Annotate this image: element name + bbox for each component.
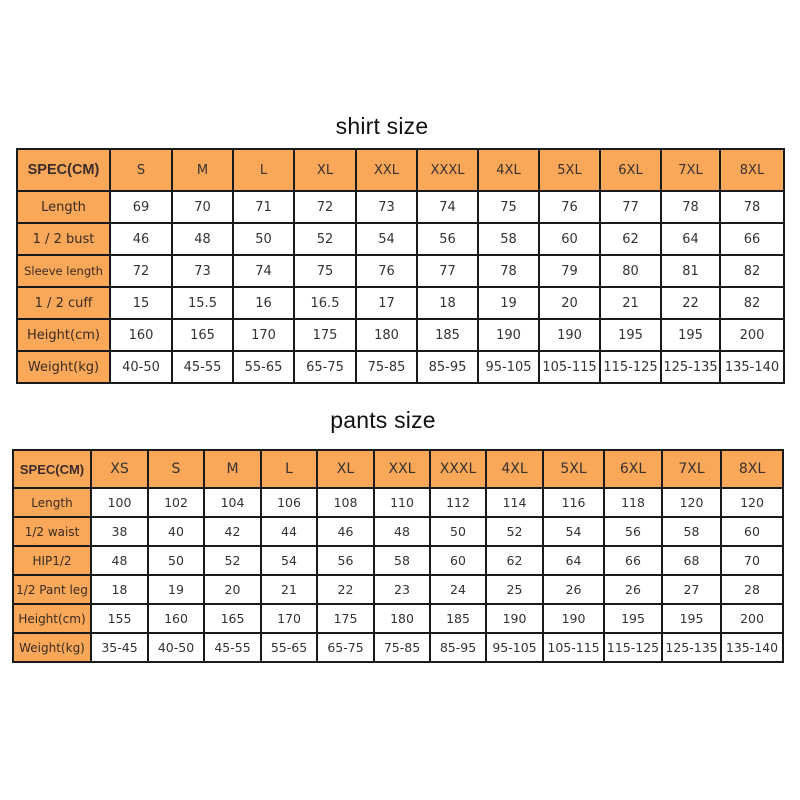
table-cell: 100 (91, 488, 148, 517)
spec-header-cell: SPEC(CM) (17, 149, 110, 191)
table-cell: 56 (317, 546, 374, 575)
table-cell: 185 (430, 604, 486, 633)
table-cell: 195 (661, 319, 720, 351)
table-cell: 118 (604, 488, 662, 517)
table-cell: 190 (543, 604, 604, 633)
table-row (13, 546, 783, 575)
table-cell: 45-55 (204, 633, 261, 662)
table-cell: 70 (721, 546, 783, 575)
table-cell: 19 (478, 287, 539, 319)
spec-header-cell: SPEC(CM) (13, 450, 91, 488)
table-cell: 28 (721, 575, 783, 604)
table-cell: 102 (148, 488, 204, 517)
table-cell: 195 (662, 604, 721, 633)
table-cell: 64 (543, 546, 604, 575)
table-cell: 114 (486, 488, 543, 517)
table-cell: 54 (261, 546, 317, 575)
table-cell: 78 (478, 255, 539, 287)
table-cell: 116 (543, 488, 604, 517)
size-header-cell: M (172, 149, 233, 191)
shirt-size-table (16, 148, 785, 384)
table-cell: 22 (661, 287, 720, 319)
table-cell: 78 (661, 191, 720, 223)
table-row (17, 287, 784, 319)
size-header-cell: 6XL (600, 149, 661, 191)
table-cell: 55-65 (233, 351, 294, 383)
table-cell: 62 (486, 546, 543, 575)
table-cell: 18 (91, 575, 148, 604)
size-header-cell: XXXL (430, 450, 486, 488)
table-cell: 76 (539, 191, 600, 223)
table-cell: 170 (233, 319, 294, 351)
table-cell: 120 (662, 488, 721, 517)
table-cell: 190 (486, 604, 543, 633)
table-cell: 24 (430, 575, 486, 604)
row-label: HIP1/2 (13, 546, 91, 575)
table-cell: 95-105 (478, 351, 539, 383)
table-cell: 85-95 (430, 633, 486, 662)
table-cell: 17 (356, 287, 417, 319)
table-cell: 75 (478, 191, 539, 223)
pants-size-title: pants size (330, 407, 436, 433)
table-cell: 74 (233, 255, 294, 287)
table-cell: 185 (417, 319, 478, 351)
pants-size-table (12, 449, 784, 663)
table-cell: 77 (600, 191, 661, 223)
table-cell: 38 (91, 517, 148, 546)
table-cell: 60 (539, 223, 600, 255)
table-cell: 58 (478, 223, 539, 255)
table-cell: 50 (148, 546, 204, 575)
table-cell: 26 (604, 575, 662, 604)
table-cell: 110 (374, 488, 430, 517)
table-cell: 160 (110, 319, 172, 351)
table-cell: 15 (110, 287, 172, 319)
table-cell: 56 (604, 517, 662, 546)
table-cell: 19 (148, 575, 204, 604)
table-cell: 54 (543, 517, 604, 546)
table-cell: 44 (261, 517, 317, 546)
table-cell: 75-85 (356, 351, 417, 383)
table-row (13, 633, 783, 662)
size-header-cell: XXL (356, 149, 417, 191)
table-cell: 190 (539, 319, 600, 351)
table-cell: 76 (356, 255, 417, 287)
table-cell: 175 (294, 319, 356, 351)
table-cell: 40-50 (148, 633, 204, 662)
table-cell: 15.5 (172, 287, 233, 319)
size-header-cell: L (233, 149, 294, 191)
table-cell: 115-125 (600, 351, 661, 383)
table-cell: 20 (539, 287, 600, 319)
table-cell: 72 (294, 191, 356, 223)
table-cell: 81 (661, 255, 720, 287)
table-cell: 79 (539, 255, 600, 287)
pants-header-row (13, 450, 783, 488)
table-cell: 85-95 (417, 351, 478, 383)
table-cell: 20 (204, 575, 261, 604)
size-header-cell: 7XL (661, 149, 720, 191)
table-cell: 65-75 (294, 351, 356, 383)
table-cell: 55-65 (261, 633, 317, 662)
table-cell: 48 (172, 223, 233, 255)
size-header-cell: 5XL (539, 149, 600, 191)
table-cell: 66 (720, 223, 784, 255)
table-cell: 125-135 (661, 351, 720, 383)
table-cell: 52 (204, 546, 261, 575)
table-cell: 73 (356, 191, 417, 223)
table-cell: 112 (430, 488, 486, 517)
size-header-cell: 4XL (486, 450, 543, 488)
table-cell: 105-115 (543, 633, 604, 662)
table-cell: 52 (294, 223, 356, 255)
table-cell: 190 (478, 319, 539, 351)
table-cell: 60 (430, 546, 486, 575)
row-label: Length (13, 488, 91, 517)
table-row (13, 517, 783, 546)
table-row (13, 488, 783, 517)
table-cell: 16.5 (294, 287, 356, 319)
table-row (17, 191, 784, 223)
row-label: 1 / 2 bust (17, 223, 110, 255)
table-cell: 68 (662, 546, 721, 575)
table-row (17, 255, 784, 287)
table-cell: 21 (600, 287, 661, 319)
table-cell: 77 (417, 255, 478, 287)
shirt-header-row (17, 149, 784, 191)
row-label: Sleeve length (17, 255, 110, 287)
table-cell: 45-55 (172, 351, 233, 383)
table-cell: 50 (430, 517, 486, 546)
table-cell: 70 (172, 191, 233, 223)
table-cell: 75-85 (374, 633, 430, 662)
table-cell: 40 (148, 517, 204, 546)
size-header-cell: XXL (374, 450, 430, 488)
table-cell: 160 (148, 604, 204, 633)
table-cell: 165 (204, 604, 261, 633)
table-cell: 58 (662, 517, 721, 546)
table-cell: 72 (110, 255, 172, 287)
table-cell: 78 (720, 191, 784, 223)
table-cell: 155 (91, 604, 148, 633)
table-row (13, 575, 783, 604)
size-header-cell: 6XL (604, 450, 662, 488)
table-cell: 75 (294, 255, 356, 287)
table-cell: 175 (317, 604, 374, 633)
table-cell: 170 (261, 604, 317, 633)
table-cell: 120 (721, 488, 783, 517)
row-label: Weight(kg) (13, 633, 91, 662)
table-cell: 25 (486, 575, 543, 604)
table-cell: 66 (604, 546, 662, 575)
row-label: Height(cm) (17, 319, 110, 351)
row-label: 1 / 2 cuff (17, 287, 110, 319)
table-cell: 26 (543, 575, 604, 604)
table-cell: 40-50 (110, 351, 172, 383)
table-cell: 60 (721, 517, 783, 546)
table-cell: 22 (317, 575, 374, 604)
table-cell: 69 (110, 191, 172, 223)
table-cell: 80 (600, 255, 661, 287)
table-cell: 62 (600, 223, 661, 255)
table-row (17, 351, 784, 383)
table-cell: 65-75 (317, 633, 374, 662)
table-cell: 135-140 (721, 633, 783, 662)
table-cell: 180 (356, 319, 417, 351)
size-header-cell: 8XL (721, 450, 783, 488)
table-cell: 56 (417, 223, 478, 255)
table-cell: 200 (720, 319, 784, 351)
size-header-cell: M (204, 450, 261, 488)
size-header-cell: XS (91, 450, 148, 488)
size-header-cell: 4XL (478, 149, 539, 191)
size-header-cell: XL (317, 450, 374, 488)
table-cell: 74 (417, 191, 478, 223)
table-cell: 48 (91, 546, 148, 575)
table-cell: 35-45 (91, 633, 148, 662)
table-cell: 16 (233, 287, 294, 319)
table-cell: 82 (720, 287, 784, 319)
table-cell: 104 (204, 488, 261, 517)
table-cell: 195 (604, 604, 662, 633)
table-cell: 50 (233, 223, 294, 255)
table-cell: 58 (374, 546, 430, 575)
table-cell: 180 (374, 604, 430, 633)
table-cell: 200 (721, 604, 783, 633)
table-cell: 95-105 (486, 633, 543, 662)
row-label: Weight(kg) (17, 351, 110, 383)
table-cell: 73 (172, 255, 233, 287)
row-label: Length (17, 191, 110, 223)
table-cell: 125-135 (662, 633, 721, 662)
table-cell: 52 (486, 517, 543, 546)
size-header-cell: XXXL (417, 149, 478, 191)
table-cell: 46 (110, 223, 172, 255)
shirt-size-title: shirt size (335, 113, 429, 139)
table-cell: 115-125 (604, 633, 662, 662)
size-header-cell: 5XL (543, 450, 604, 488)
table-cell: 18 (417, 287, 478, 319)
size-header-cell: 7XL (662, 450, 721, 488)
row-label: Height(cm) (13, 604, 91, 633)
table-cell: 42 (204, 517, 261, 546)
table-cell: 105-115 (539, 351, 600, 383)
table-row (17, 223, 784, 255)
table-cell: 64 (661, 223, 720, 255)
size-header-cell: L (261, 450, 317, 488)
size-header-cell: S (110, 149, 172, 191)
table-cell: 27 (662, 575, 721, 604)
table-cell: 106 (261, 488, 317, 517)
table-row (13, 604, 783, 633)
row-label: 1/2 Pant leg (13, 575, 91, 604)
table-cell: 165 (172, 319, 233, 351)
table-cell: 135-140 (720, 351, 784, 383)
size-header-cell: 8XL (720, 149, 784, 191)
table-cell: 48 (374, 517, 430, 546)
table-cell: 82 (720, 255, 784, 287)
table-cell: 54 (356, 223, 417, 255)
size-header-cell: S (148, 450, 204, 488)
table-cell: 23 (374, 575, 430, 604)
row-label: 1/2 waist (13, 517, 91, 546)
table-cell: 21 (261, 575, 317, 604)
table-cell: 71 (233, 191, 294, 223)
table-row (17, 319, 784, 351)
table-cell: 195 (600, 319, 661, 351)
table-cell: 108 (317, 488, 374, 517)
size-header-cell: XL (294, 149, 356, 191)
table-cell: 46 (317, 517, 374, 546)
